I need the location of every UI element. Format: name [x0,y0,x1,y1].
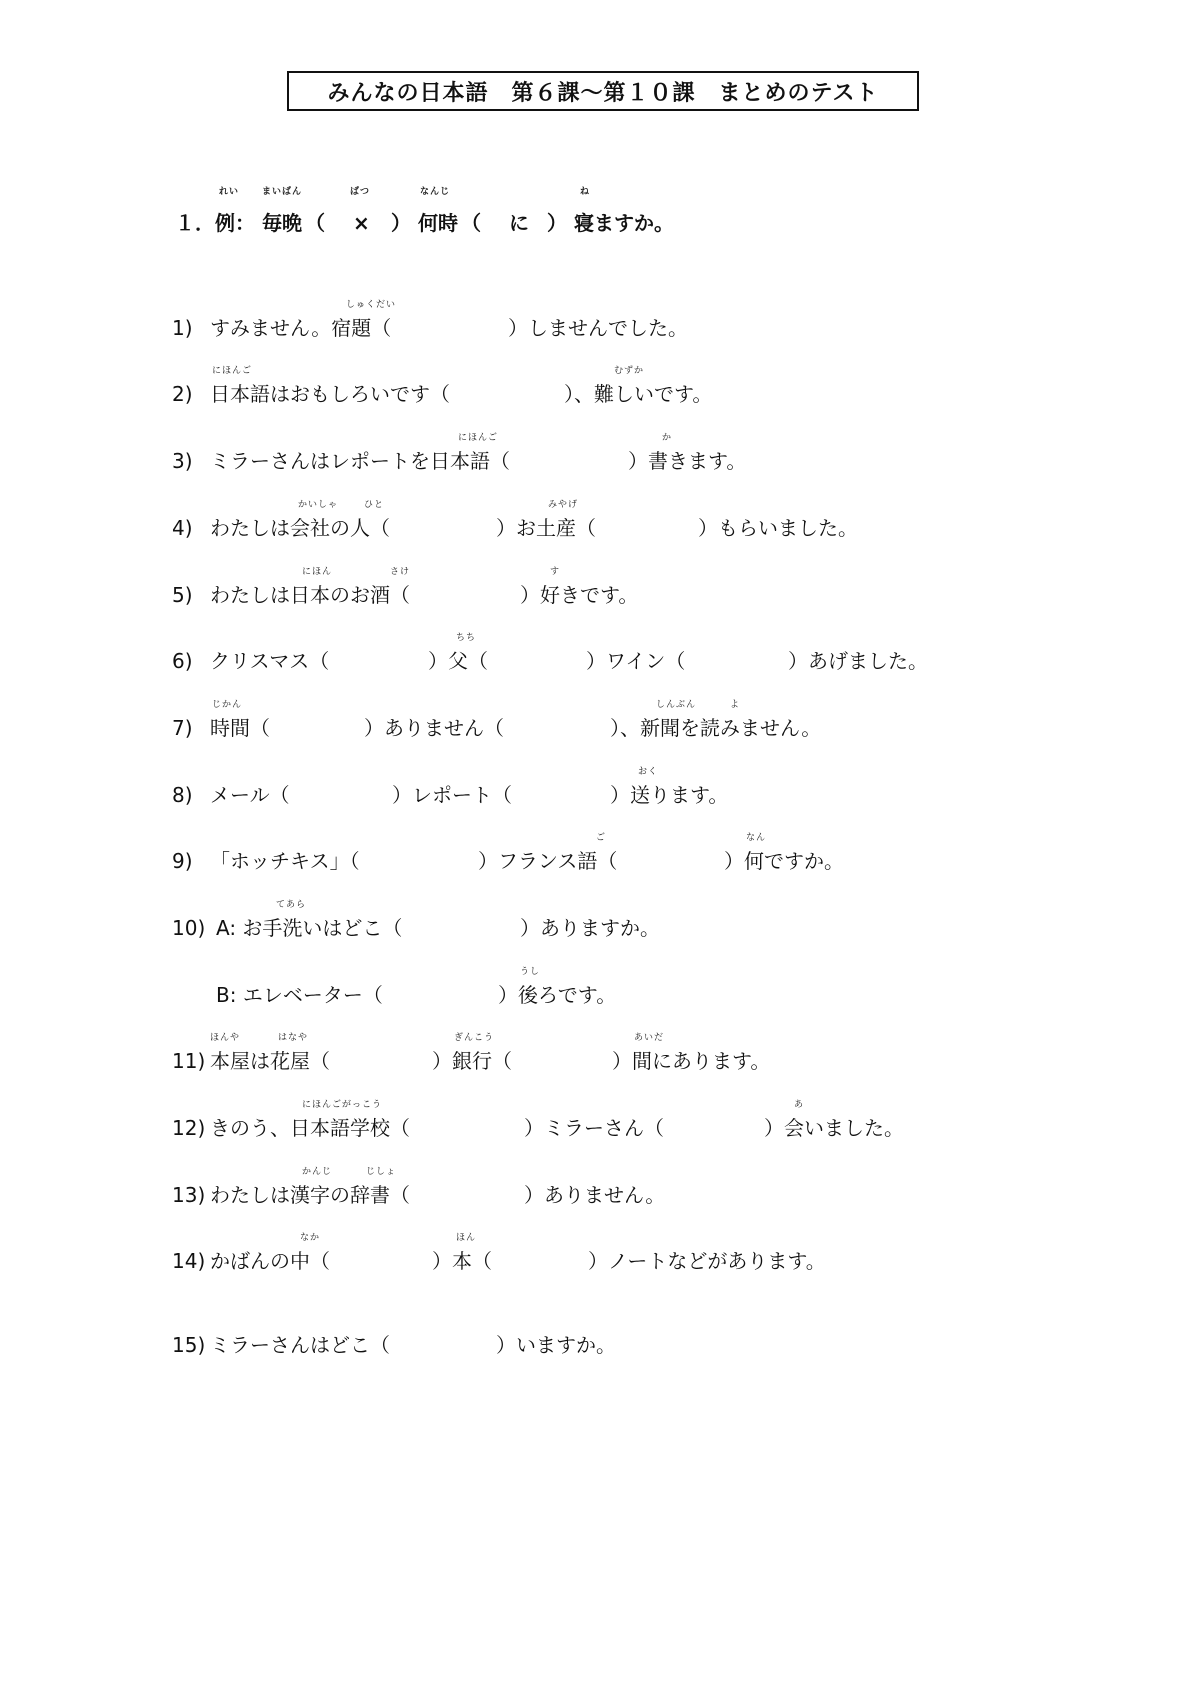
ruby: ほん [456,1233,477,1243]
ruby: じかん [212,700,243,710]
question-text: わたしは漢字の辞書（ [210,1183,410,1207]
example-answer-1: × [353,211,370,235]
question-14 [0,1233,1200,1273]
ruby-maiban: まいばん [262,187,303,197]
ruby: じしょ [366,1167,397,1177]
question-text: 本屋は花屋（ [210,1049,330,1073]
question-number: 14) [172,1249,206,1273]
ruby: にほん [302,567,333,577]
question-1 [0,300,1200,340]
ruby: す [550,567,561,577]
question-13 [0,1167,1200,1207]
question-number: 5) [172,583,193,607]
example-label: 例： [215,211,255,235]
question-2 [0,366,1200,406]
ruby: ひと [364,500,385,510]
ruby: しゅくだい [346,300,397,310]
question-text: ）お土産（ [496,516,596,540]
question-text: 日本語はおもしろいです（ [210,382,450,406]
question-10-a [0,900,1200,940]
question-number: 1) [172,316,193,340]
question-text: ）間にあります。 [612,1049,771,1073]
page-title: みんなの日本語 第６課〜第１０課 まとめのテスト [287,71,919,111]
example-close-paren: ） [547,211,567,235]
question-text: ）ありません（ [364,716,504,740]
ruby: あいだ [634,1033,665,1043]
question-text: ）好きです。 [520,583,639,607]
example-word-nemasuka: 寝ますか。 [574,211,674,235]
question-text: ）もらいました。 [698,516,858,540]
question-text: ）ありません。 [524,1183,666,1207]
question-number: 2) [172,382,193,406]
question-number: 11) [172,1049,206,1073]
ruby-batsu: ばつ [350,187,371,197]
example-word-nanji: 何時 [418,211,458,235]
question-text: ）本（ [432,1249,492,1273]
ruby: むずか [614,366,645,376]
ruby: うし [520,967,541,977]
question-number: 8) [172,783,193,807]
example-open-paren: （ [305,211,325,235]
example-answer-2: に [509,211,529,235]
ruby: ご [596,833,607,843]
question-3 [0,433,1200,473]
question-number: 7) [172,716,193,740]
question-text: ）いますか。 [496,1333,616,1357]
example-close-paren: ） [391,211,411,235]
ruby-nanji: なんじ [420,187,451,197]
question-text: わたしは日本のお酒（ [210,583,410,607]
ruby: ほんや [210,1033,241,1043]
ruby: よ [730,700,741,710]
ruby: さけ [390,567,411,577]
question-text: ）父（ [428,649,488,673]
ruby: あ [794,1100,805,1110]
question-number: 4) [172,516,193,540]
ruby: てあら [276,900,307,910]
ruby: なん [746,833,767,843]
question-text: ）しませんでした。 [508,316,688,340]
ruby: しんぶん [656,700,697,710]
ruby: ぎんこう [454,1033,495,1043]
question-number: 6) [172,649,193,673]
ruby-rei: れい [219,187,240,197]
ruby: はなや [278,1033,309,1043]
question-text: わたしは会社の人（ [210,516,390,540]
question-text: 時間（ [210,716,270,740]
question-text: ）銀行（ [432,1049,512,1073]
question-text: ）フランス語（ [478,849,618,873]
question-text: きのう、日本語学校（ [210,1116,410,1140]
ruby: ちち [456,633,477,643]
ruby: にほんご [212,366,253,376]
question-text: ）、難しいです。 [564,382,713,406]
question-text: A: お手洗いはどこ（ [216,916,403,940]
question-text: B: エレベーター（ [216,983,383,1007]
question-text: ）ノートなどがあります。 [588,1249,826,1273]
question-text: メール（ [210,783,290,807]
question-text: ）後ろです。 [498,983,617,1007]
example-number: １． [175,211,215,235]
question-11 [0,1033,1200,1073]
question-number: 15) [172,1333,206,1357]
question-text: ミラーさんはどこ（ [210,1333,390,1357]
question-number: 10) [172,916,206,940]
question-text: ）ワイン（ [586,649,686,673]
example-word-maiban: 毎晩 [262,211,302,235]
question-text: かばんの中（ [210,1249,330,1273]
ruby: か [662,433,673,443]
ruby: かんじ [302,1167,333,1177]
question-text: ）ありますか。 [520,916,660,940]
question-number: 9) [172,849,193,873]
ruby: みやげ [548,500,579,510]
question-15 [0,1317,1200,1357]
example-open-paren: （ [461,211,481,235]
ruby: かいしゃ [298,500,339,510]
question-7 [0,700,1200,740]
question-9 [0,833,1200,873]
example-line [0,187,1200,235]
question-8 [0,767,1200,807]
ruby-ne: ね [580,187,591,197]
question-text: ）送ります。 [610,783,729,807]
question-4 [0,500,1200,540]
ruby: なか [300,1233,321,1243]
ruby: にほんご [458,433,499,443]
question-text: すみません。宿題（ [210,316,392,340]
ruby: おく [638,767,659,777]
question-text: ）ミラーさん（ [524,1116,664,1140]
question-5 [0,567,1200,607]
question-text: クリスマス（ [210,649,330,673]
question-text: ）書きます。 [628,449,747,473]
ruby: にほんごがっこう [302,1100,383,1110]
question-text: ）、新聞を読みません。 [610,716,822,740]
question-text: ）会いました。 [764,1116,904,1140]
question-number: 12) [172,1116,206,1140]
question-text: ）何ですか。 [724,849,844,873]
question-text: 「ホッチキス」（ [210,849,360,873]
question-10-b [0,967,1200,1007]
question-text: ミラーさんはレポートを日本語（ [210,449,510,473]
question-12 [0,1100,1200,1140]
question-text: ）レポート（ [392,783,512,807]
question-6 [0,633,1200,673]
question-number: 3) [172,449,193,473]
question-number: 13) [172,1183,206,1207]
question-text: ）あげました。 [788,649,928,673]
